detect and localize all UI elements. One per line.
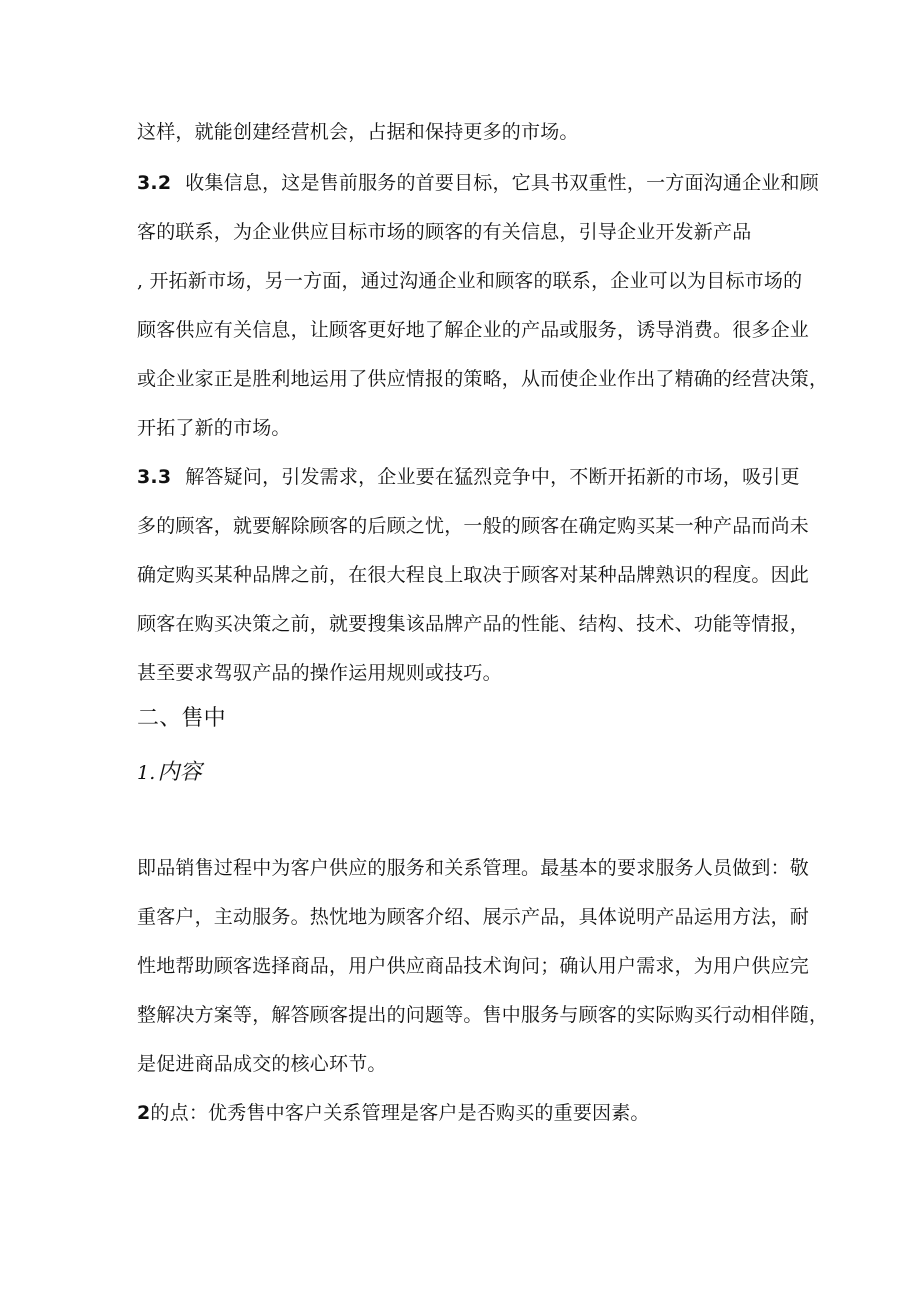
text-line: 多的顾客，就要解除顾客的后顾之忧，一般的顾客在确定购买某一种产品而尚未: [137, 515, 810, 537]
text-line: 开拓了新的市场。: [137, 417, 291, 439]
text-line: 这样，就能创建经营机会，占据和保持更多的市场。: [137, 121, 579, 143]
section-heading: 二、售中: [137, 706, 226, 731]
text-line: , 开拓新市场，另一方面，通过沟通企业和顾客的联系，企业可以为目标市场的: [137, 270, 803, 292]
text-line: 或企业家正是胜利地运用了供应情报的策略，从而使企业作出了精确的经营决策，: [137, 368, 829, 390]
text-span: 收集信息，这是售前服务的首要目标，它具书双重性，一方面沟通企业和顾: [185, 172, 819, 194]
section-3-2-line-1: [137, 170, 819, 196]
text-line: 是促进商品成交的核心环节。: [137, 1053, 387, 1075]
text-span: 解答疑问，引发需求，企业要在猛烈竞争中，不断开拓新的市场，吸引更: [185, 466, 800, 488]
text-line: 顾客在购买决策之前，就要搜集该品牌产品的性能、结构、技术、功能等情报，: [137, 613, 810, 635]
text-line: 即品销售过程中为客户供应的服务和关系管理。最基本的要求服务人员做到：敬: [137, 857, 810, 879]
point-number: 2: [137, 1102, 151, 1124]
section-number: 3.2: [137, 172, 172, 194]
subsection-heading: [137, 760, 787, 786]
subsection-number: 1.: [137, 762, 156, 784]
text-line: 性地帮助顾客选择商品，用户供应商品技术询问；确认用户需求，为用户供应完: [137, 955, 810, 977]
point-2-line: [137, 1100, 787, 1126]
text-line: 甚至要求驾驭产品的操作运用规则或技巧。: [137, 662, 502, 684]
section-3-3-line-1: [137, 464, 800, 490]
text-span: 的点：优秀售中客户关系管理是客户是否购买的重要因素。: [150, 1102, 650, 1124]
text-line: 重客户，主动服务。热忱地为顾客介绍、展示产品，具体说明产品运用方法，耐: [137, 906, 810, 928]
text-line: 顾客供应有关信息，让顾客更好地了解企业的产品或服务，诱导消费。很多企业: [137, 319, 810, 341]
text-line: 客的联系，为企业供应目标市场的顾客的有关信息，引导企业开发新产品: [137, 221, 752, 243]
section-number: 3.3: [137, 466, 172, 488]
subsection-title: 内容: [157, 760, 202, 785]
text-line: 整解决方案等，解答顾客提出的问题等。售中服务与顾客的实际购买行动相伴随，: [137, 1004, 829, 1026]
text-line: 确定购买某种品牌之前，在很大程良上取决于顾客对某种品牌熟识的程度。因此: [137, 564, 810, 586]
